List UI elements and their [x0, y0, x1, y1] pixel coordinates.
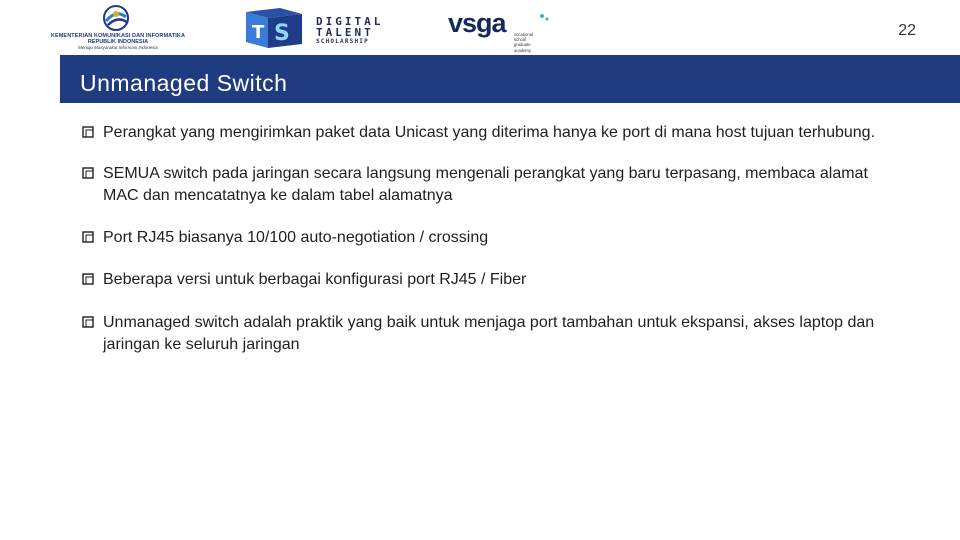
dts-logo	[240, 6, 410, 52]
dts-line2: TALENT	[316, 26, 374, 39]
bullet-text: Unmanaged switch adalah praktik yang baik untuk menjaga port tambahan untuk ekspansi, akses laptop dan jaringan ke seluruh jaringan	[103, 314, 875, 353]
bullet-item	[80, 269, 880, 291]
bullet-item	[80, 122, 880, 144]
dts-line3: SCHOLARSHIP	[316, 38, 369, 45]
vsga-sub-line: graduate	[514, 42, 531, 48]
kominfo-motto: Menuju Masyarakat Informasi Indonesia	[78, 45, 158, 50]
page-number: 22	[898, 22, 916, 39]
bullet-list	[80, 122, 880, 356]
checkbox-bullet-icon	[82, 273, 94, 285]
vsga-sub-line: school	[514, 37, 527, 43]
bullet-item	[80, 312, 880, 356]
bullet-item	[80, 227, 880, 249]
bullet-text: Perangkat yang mengirimkan paket data Unicast yang diterima hanya ke port di mana host tujuan terhubung.	[103, 124, 876, 141]
svg-text:S: S	[274, 21, 290, 46]
bullet-text: SEMUA switch pada jaringan secara langsung mengenali perangkat yang baru terpasang, membaca alamat MAC dan mencatatnya ke dalam tabel alamatnya	[103, 165, 868, 204]
checkbox-bullet-icon	[82, 231, 94, 243]
kominfo-line1: KEMENTERIAN KOMUNIKASI DAN INFORMATIKA	[50, 33, 186, 39]
bullet-item	[80, 163, 880, 207]
vsga-subtitle	[514, 32, 554, 53]
kominfo-line2: REPUBLIK INDONESIA	[87, 39, 149, 45]
checkbox-bullet-icon	[82, 316, 94, 328]
bullet-text: Port RJ45 biasanya 10/100 auto-negotiation / crossing	[103, 229, 489, 246]
vsga-wordmark: vsga	[448, 8, 506, 38]
svg-text:T: T	[252, 22, 265, 43]
vsga-sparkle-icon	[538, 12, 550, 24]
vsga-logo	[448, 6, 558, 52]
dts-line1: DIGITAL	[316, 15, 384, 28]
checkbox-bullet-icon	[82, 167, 94, 179]
checkbox-bullet-icon	[82, 126, 94, 138]
bullet-text: Beberapa versi untuk berbagai konfigurasi port RJ45 / Fiber	[103, 271, 527, 288]
kominfo-emblem-icon	[38, 5, 198, 35]
kominfo-logo	[38, 5, 198, 51]
slide-title: Unmanaged Switch	[80, 70, 288, 96]
vsga-sub-line: vocational	[514, 32, 533, 37]
vsga-sub-line: academy	[514, 47, 531, 53]
title-bar-left-gap	[0, 55, 60, 103]
dts-cube-icon	[240, 6, 310, 52]
